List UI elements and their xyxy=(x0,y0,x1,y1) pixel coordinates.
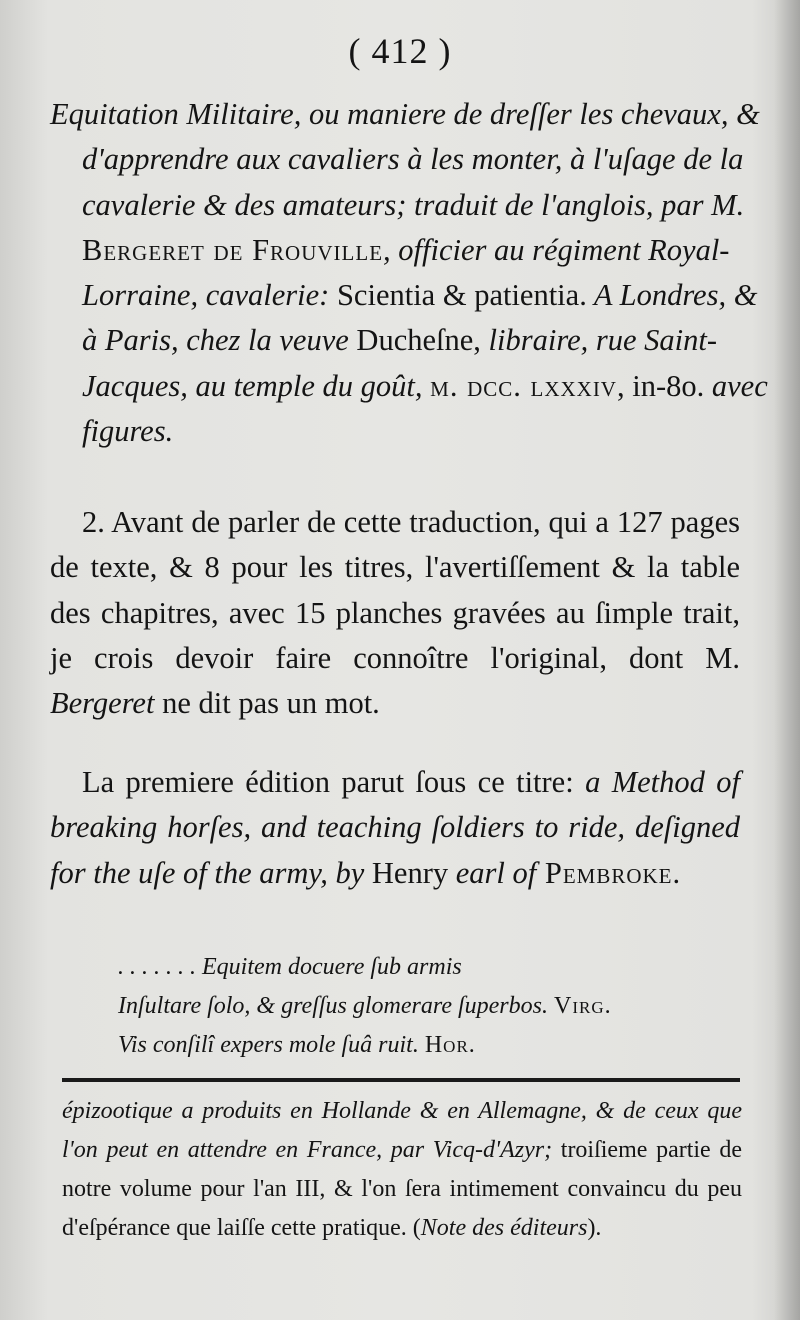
footnote xyxy=(62,1092,742,1248)
footnote-divider xyxy=(62,1078,740,1082)
paragraph-name: Bergeret xyxy=(50,686,155,721)
verse-line xyxy=(118,987,738,1026)
footnote-attribution: Note des éditeurs xyxy=(420,1215,588,1241)
entry-date: m. dcc. lxxxiv xyxy=(430,368,617,403)
paragraph-2 xyxy=(50,500,740,726)
verse-line: . . . . . . . Equitem docuere ſub armis xyxy=(118,954,462,980)
entry-publisher: Ducheſne, xyxy=(356,323,481,358)
verse-source: Hor. xyxy=(424,1032,476,1058)
author-name: Pembroke. xyxy=(536,855,682,890)
footnote-text: troiſieme partie de notre volume pour l'an III, & l'on ſera intimement convaincu du peu d'eſpérance que laiſſe cette pratique. ( xyxy=(62,1137,743,1241)
paragraph-text: ne dit pas un mot. xyxy=(154,686,380,721)
english-title: a Method of breaking horſes, and teaching ſoldiers to ride, deſigned for the uſe of the army, by xyxy=(50,765,740,890)
page-edge-shadow xyxy=(774,0,800,1320)
entry-text: avec figures. xyxy=(82,368,768,449)
entry-text: , officier au régiment Royal-Lorraine, cavalerie: xyxy=(82,232,730,313)
paragraph-text: La premiere édition parut ſous ce titre: xyxy=(82,765,586,799)
paragraph-text: 2. Avant de parler de cette traduction, qui a 127 pages de texte, & 8 pour les titres, l'avertiſſement & la table des chapitres, avec 15 planches gravées au ſimple trait, je crois devoir faire connoître l'original, dont M. xyxy=(50,505,740,675)
paragraph-3 xyxy=(50,760,740,896)
entry-text: Equitation Militaire, ou maniere de dreſſer les chevaux, & d'apprendre aux cavaliers à les monter, à l'uſage de la cavalerie & des amateurs; traduit de l'anglois, par M. xyxy=(50,97,760,222)
verse-quotation xyxy=(118,948,738,1065)
paragraph-text: earl of xyxy=(455,855,537,890)
verse-source: Virg. xyxy=(553,993,612,1019)
bibliographic-entry xyxy=(50,92,772,454)
page-number: ( 412 ) xyxy=(348,31,452,71)
entry-motto: Scientia & patientia. xyxy=(336,278,587,313)
paragraph-text: Henry xyxy=(364,855,456,890)
verse-text: Vis conſilî expers mole ſuâ ruit. xyxy=(118,1032,425,1058)
footnote-text: ). xyxy=(587,1215,602,1241)
entry-format: , in-8o. xyxy=(616,368,705,403)
entry-author: Bergeret de Frouville xyxy=(82,232,384,267)
verse-line xyxy=(118,1026,738,1065)
entry-text: A Londres, & à Paris, chez la veuve xyxy=(82,278,758,358)
footnote-text: épizootique a produits en Hollande & en Allemagne, & de ceux que l'on peut en attendre en France, par Vicq-d'Azyr; xyxy=(62,1098,742,1163)
verse-text: Inſultare ſolo, & greſſus glomerare ſuperbos. xyxy=(118,993,554,1019)
entry-text: libraire, rue Saint-Jacques, au temple du goût, xyxy=(82,323,717,403)
